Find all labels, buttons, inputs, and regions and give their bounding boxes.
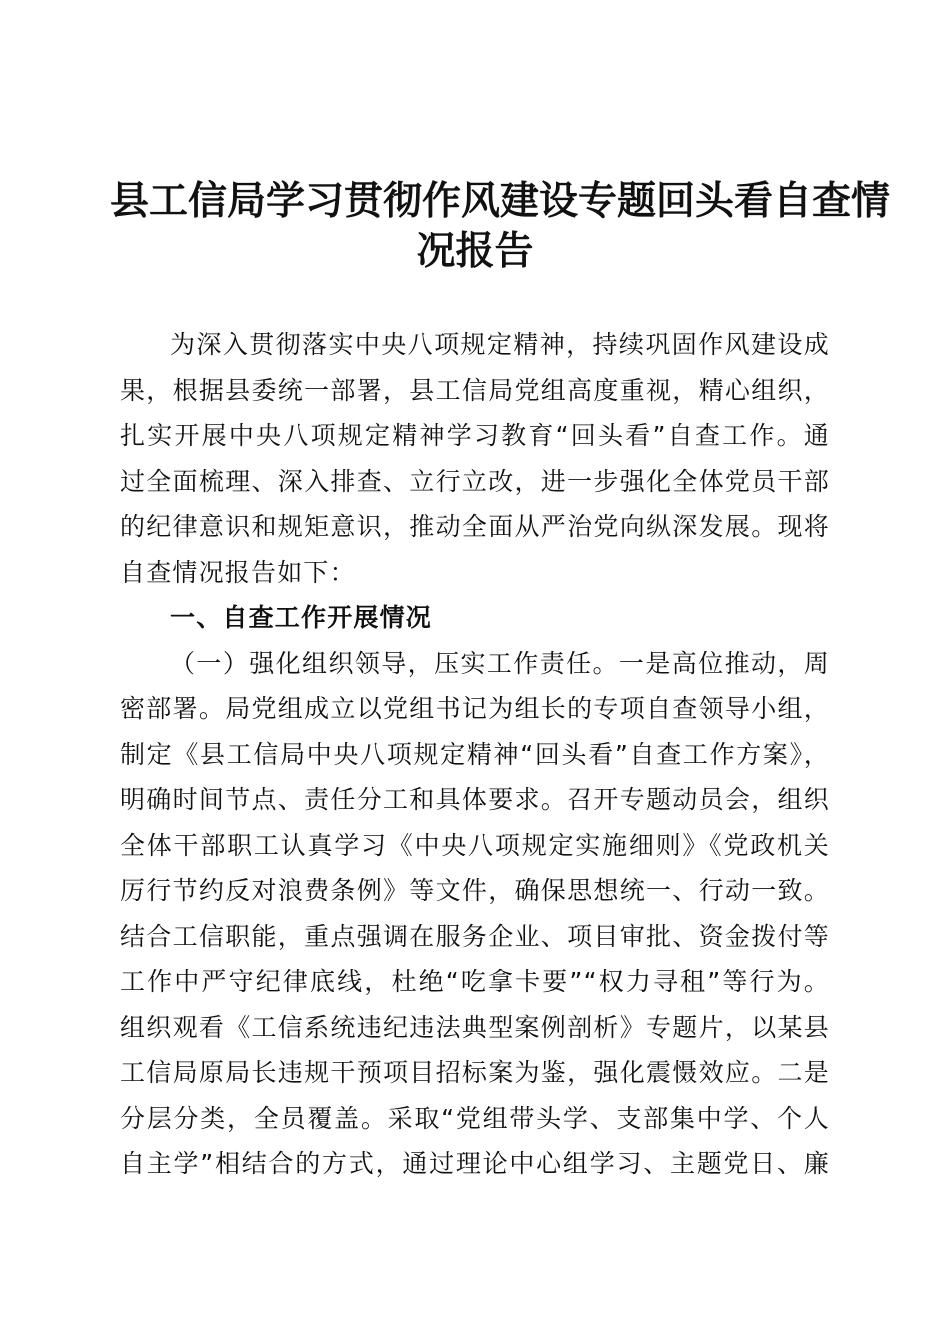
intro-line: 过全面梳理、深入排查、立行立改，进一步强化全体党员干部 [120,466,830,496]
paragraph-line: 组织观看《工信系统违纪违法典型案例剖析》专题片，以某县 [120,1012,830,1042]
paragraph-line: 结合工信职能，重点强调在服务企业、项目审批、资金拨付等 [120,921,830,951]
intro-line: 果，根据县委统一部署，县工信局党组高度重视，精心组织， [120,375,830,405]
title-line-2: 况报告 [416,228,534,274]
paragraph-line: 制定《县工信局中央八项规定精神“回头看”自查工作方案》， [120,739,830,769]
paragraph-line: （一）强化组织领导，压实工作责任。一是高位推动，周 [170,648,830,678]
title-line-1: 县工信局学习贯彻作风建设专题回头看自查情 [110,178,891,224]
paragraph-line: 全体干部职工认真学习《中央八项规定实施细则》《党政机关 [120,830,830,860]
paragraph-line: 明确时间节点、责任分工和具体要求。召开专题动员会，组织 [120,785,830,814]
paragraph-line: 工作中严守纪律底线，杜绝“吃拿卡要”“权力寻租”等行为。 [120,967,830,996]
document-title [110,176,891,276]
section-heading: 一、自查工作开展情况 [170,603,433,632]
paragraph-line: 厉行节约反对浪费条例》等文件，确保思想统一、行动一致。 [120,876,830,905]
paragraph-line: 分层分类，全员覆盖。采取“党组带头学、支部集中学、个人 [120,1103,830,1133]
intro-line: 扎实开展中央八项规定精神学习教育“回头看”自查工作。通 [120,421,830,450]
document-body [120,322,830,1187]
paragraph-line: 工信局原局长违规干预项目招标案为鉴，强化震慑效应。二是 [120,1058,830,1087]
paragraph-line: 自主学”相结合的方式，通过理论中心组学习、主题党日、廉 [120,1149,830,1178]
paragraph-line: 密部署。局党组成立以党组书记为组长的专项自查领导小组， [120,694,830,723]
intro-line: 的纪律意识和规矩意识，推动全面从严治党向纵深发展。现将 [120,512,830,541]
intro-line: 自查情况报告如下： [120,557,356,587]
intro-line: 为深入贯彻落实中央八项规定精神，持续巩固作风建设成 [170,330,830,359]
